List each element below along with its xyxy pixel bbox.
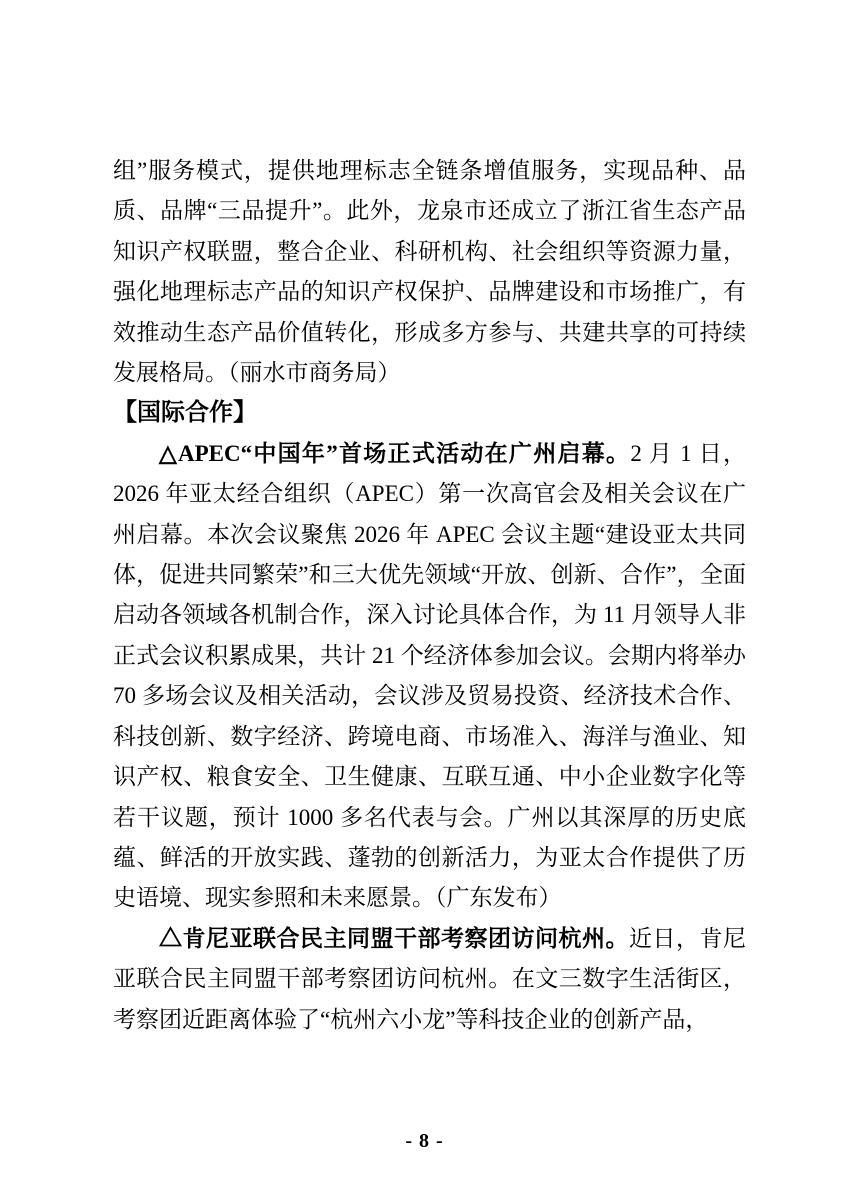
news-item-kenya-headline: △肯尼亚联合民主同盟干部考察团访问杭州。 bbox=[159, 925, 629, 951]
paragraph-continuation-text: 组”服务模式，提供地理标志全链条增值服务，实现品种、品质、品牌“三品提升”。此外，龙泉市还成立了浙江省生态产品知识产权联盟，整合企业、科研机构、社会组织等资源力量，强化地理标志产品的知识产权保护、品牌建设和市场推广，有效推动生态产品价值转化，形成多方参与、共建共享的可持续发展格局。（丽水市商务局） bbox=[113, 158, 746, 386]
page-number: - 8 - bbox=[405, 1130, 444, 1152]
news-item-kenya bbox=[113, 919, 746, 1040]
paragraph-continuation bbox=[113, 151, 746, 393]
document-body bbox=[113, 151, 746, 1040]
news-item-kenya-body: 近日，肯尼亚联合民主同盟干部考察团访问杭州。在文三数字生活街区，考察团近距离体验了“杭州六小龙”等科技企业的创新产品， bbox=[113, 925, 746, 1032]
news-item-apec-body: 2 月 1 日，2026 年亚太经合组织（APEC）第一次高官会及相关会议在广州启幕。本次会议聚焦 2026 年 APEC 会议主题“建设亚太共同体，促进共同繁荣”和三大优先领域“开放、创新、合作”，全面启动各领域各机制合作，深入讨论具体合作，为 11 月领导人非正式会议积累成果，共计 21 个经济体参加会议。会期内将举办 70 多场会议及相关活动，会议涉及贸易投资、经济技术合作、科技创新、数字经济、跨境电商、市场准入、海洋与渔业、知识产权、粮食安全、卫生健康、互联互通、中小企业数字化等若干议题，预计 1000 多名代表与会。广州以其深厚的历史底蕴、鲜活的开放实践、蓬勃的创新活力，为亚太合作提供了历史语境、现实参照和未来愿景。（广东发布） bbox=[113, 440, 746, 911]
section-header-international-cooperation: 【国际合作】 bbox=[113, 399, 257, 427]
news-item-apec bbox=[113, 434, 746, 919]
news-item-apec-headline: △APEC“中国年”首场正式活动在广州启幕。 bbox=[159, 440, 631, 466]
